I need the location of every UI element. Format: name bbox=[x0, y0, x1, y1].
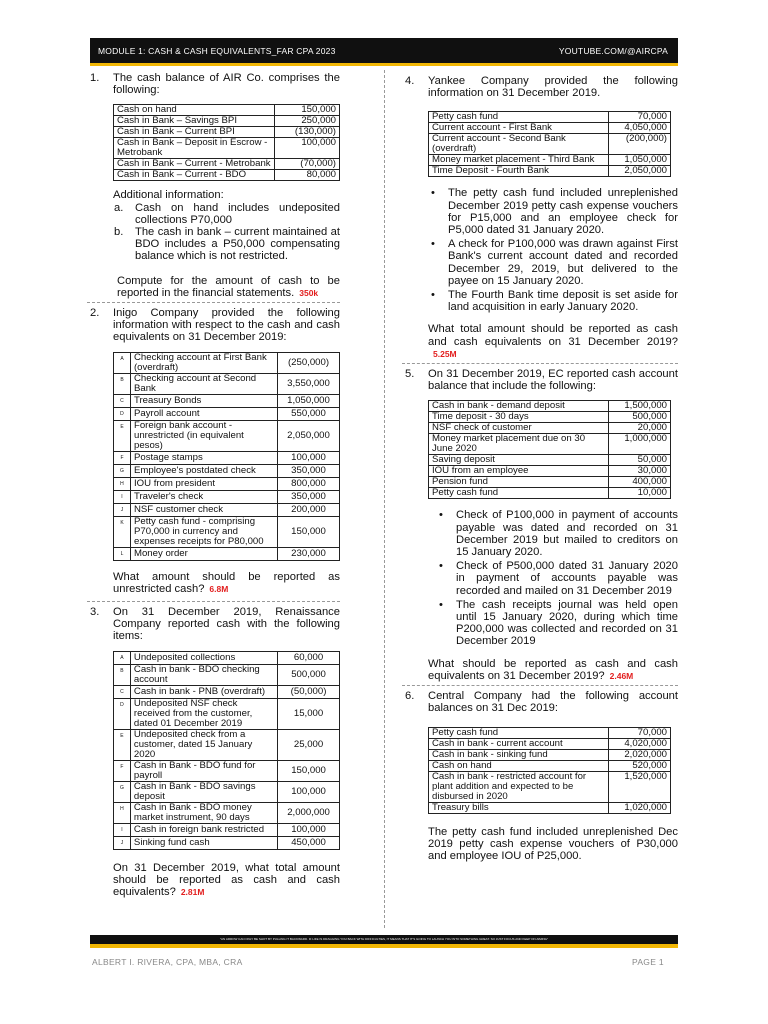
table-row bbox=[429, 155, 671, 166]
row-amount: 2,000,000 bbox=[278, 802, 340, 823]
table-row bbox=[429, 488, 671, 499]
row-letter: B bbox=[114, 664, 131, 685]
question-2 bbox=[90, 307, 340, 595]
prompt-text: What should be reported as cash and cash equivalents on 31 December 2019? bbox=[428, 657, 678, 682]
table-row bbox=[114, 138, 340, 159]
row-amount: 150,000 bbox=[275, 105, 340, 116]
question-number: 3. bbox=[90, 606, 100, 619]
row-label: Cash in bank - sinking fund bbox=[429, 749, 609, 760]
row-label: Petty cash fund bbox=[429, 112, 609, 123]
bullet-list bbox=[428, 509, 678, 647]
table-row bbox=[114, 503, 340, 516]
row-label: Treasury bills bbox=[429, 802, 609, 813]
footer-quote: "AN ARROW CAN ONLY BE SHOT BY PULLING IT BACKWARD. IF LIFE IS DRAGGING YOU BACK WITH DIFFICULTIES, IT MEANS THAT IT'S GOING TO LAUNCH YOU INTO SOMETHING GREAT. SO JUST FOCUS AND KEEP ON AIMING" bbox=[90, 935, 678, 944]
table-row bbox=[429, 112, 671, 123]
table-row bbox=[114, 407, 340, 420]
row-label: Cash in bank - demand deposit bbox=[429, 401, 609, 412]
row-label: Checking account at First Bank (overdraft) bbox=[130, 352, 277, 373]
row-label: Foreign bank account - unrestricted (in equivalent pesos) bbox=[130, 420, 277, 451]
row-amount: 350,000 bbox=[278, 490, 340, 503]
table-row bbox=[429, 412, 671, 423]
row-label: Cash on hand bbox=[429, 760, 609, 771]
row-amount: 450,000 bbox=[278, 836, 340, 849]
row-label: Pension fund bbox=[429, 477, 609, 488]
header-accent-line bbox=[90, 63, 678, 66]
row-letter: G bbox=[114, 464, 131, 477]
table-row bbox=[114, 159, 340, 170]
bullet-list bbox=[428, 187, 678, 313]
table-row bbox=[429, 802, 671, 813]
row-label: Undeposited check from a customer, dated 15 January 2020 bbox=[130, 729, 277, 760]
bullet-icon: • bbox=[431, 289, 435, 302]
question-note: The petty cash fund included unreplenished Dec 2019 petty cash expense vouchers of P30,000 and employee IOU of P25,000. bbox=[428, 825, 678, 862]
left-column bbox=[90, 72, 340, 898]
prompt-text: On 31 December 2019, what total amount should be reported as cash and cash equivalents? bbox=[113, 861, 340, 899]
list-item bbox=[428, 289, 678, 313]
q4-table bbox=[428, 111, 671, 177]
bullet-icon: • bbox=[431, 187, 435, 200]
question-intro: The cash balance of AIR Co. comprises the following: bbox=[113, 72, 340, 97]
question-prompt bbox=[428, 658, 678, 682]
row-amount: 80,000 bbox=[275, 170, 340, 181]
row-amount: (200,000) bbox=[609, 134, 671, 155]
row-label: Saving deposit bbox=[429, 455, 609, 466]
row-label: Money market placement due on 30 June 2020 bbox=[429, 434, 609, 455]
table-row bbox=[429, 166, 671, 177]
table-row bbox=[114, 394, 340, 407]
row-label: IOU from an employee bbox=[429, 466, 609, 477]
row-label: Cash in foreign bank restricted bbox=[130, 823, 277, 836]
row-amount: 70,000 bbox=[609, 727, 671, 738]
list-text: Check of P100,000 in payment of accounts payable was dated and recorded on 31 December 2019 but mailed to creditors on 15 January 2020. bbox=[456, 509, 678, 559]
row-amount: 250,000 bbox=[275, 116, 340, 127]
table-row bbox=[429, 749, 671, 760]
row-label: Cash on hand bbox=[114, 105, 275, 116]
table-row bbox=[114, 464, 340, 477]
table-row bbox=[429, 423, 671, 434]
row-letter: A bbox=[114, 651, 131, 664]
row-label: Cash in Bank - BDO fund for payroll bbox=[130, 760, 277, 781]
row-label: Time deposit - 30 days bbox=[429, 412, 609, 423]
row-label: Cash in bank - restricted account for plant addition and expected to be disbursed in 2020 bbox=[429, 771, 609, 802]
row-amount: 150,000 bbox=[278, 516, 340, 547]
header-bar bbox=[90, 38, 678, 63]
row-letter: E bbox=[114, 420, 131, 451]
table-row bbox=[429, 123, 671, 134]
table-row bbox=[114, 477, 340, 490]
question-intro: On 31 December 2019, EC reported cash account balance that include the following: bbox=[428, 368, 678, 393]
table-row bbox=[114, 802, 340, 823]
list-item bbox=[113, 226, 340, 263]
row-letter: K bbox=[114, 516, 131, 547]
table-row bbox=[114, 420, 340, 451]
list-text: The cash receipts journal was held open until 15 January 2020, during which time P200,000 was collected and recorded on 31 December 2019 bbox=[456, 598, 678, 648]
row-letter: C bbox=[114, 685, 131, 698]
question-prompt bbox=[113, 275, 340, 299]
question-prompt bbox=[428, 323, 678, 360]
list-text: The cash in bank – current maintained at BDO includes a P50,000 compensating balance which is not restricted. bbox=[135, 226, 340, 263]
list-text: Check of P500,000 dated 31 January 2020 in payment of accounts payable was recorded and mailed on 31 December 2019 bbox=[456, 560, 678, 597]
question-intro: On 31 December 2019, Renaissance Company reported cash with the following items: bbox=[113, 606, 340, 643]
row-letter: J bbox=[114, 836, 131, 849]
row-amount: 4,020,000 bbox=[609, 738, 671, 749]
row-label: Cash in bank - PNB (overdraft) bbox=[130, 685, 277, 698]
row-letter: E bbox=[114, 729, 131, 760]
question-number: 4. bbox=[405, 75, 415, 87]
table-row bbox=[114, 352, 340, 373]
row-amount: 500,000 bbox=[278, 664, 340, 685]
table-row bbox=[429, 466, 671, 477]
q1-table bbox=[113, 104, 340, 181]
list-item bbox=[113, 202, 340, 226]
row-label: Payroll account bbox=[130, 407, 277, 420]
list-text: The Fourth Bank time deposit is set aside for land acquisition in early January 2020. bbox=[448, 289, 678, 314]
row-label: Undeposited NSF check received from the customer, dated 01 December 2019 bbox=[130, 698, 277, 729]
channel-link[interactable]: YOUTUBE.COM/@AIRCPA bbox=[558, 45, 668, 56]
table-row bbox=[114, 664, 340, 685]
row-amount: 800,000 bbox=[278, 477, 340, 490]
row-label: Petty cash fund bbox=[429, 488, 609, 499]
table-row bbox=[429, 477, 671, 488]
question-intro: Central Company had the following account balances on 31 Dec 2019: bbox=[428, 690, 678, 715]
row-label: Employee's postdated check bbox=[130, 464, 277, 477]
table-row bbox=[114, 651, 340, 664]
row-label: Current account - Second Bank (overdraft) bbox=[429, 134, 609, 155]
list-item bbox=[428, 187, 678, 236]
row-label: Undeposited collections bbox=[130, 651, 277, 664]
table-row bbox=[429, 760, 671, 771]
row-label: Checking account at Second Bank bbox=[130, 373, 277, 394]
row-amount: 1,020,000 bbox=[609, 802, 671, 813]
answer-label: 5.25M bbox=[433, 348, 457, 359]
row-amount: 2,050,000 bbox=[609, 166, 671, 177]
list-text: Cash on hand includes undeposited collections P70,000 bbox=[135, 201, 340, 226]
row-amount: 1,050,000 bbox=[609, 155, 671, 166]
row-amount: 1,520,000 bbox=[609, 771, 671, 802]
table-row bbox=[429, 455, 671, 466]
table-row bbox=[114, 490, 340, 503]
answer-label: 6.8M bbox=[209, 583, 229, 594]
list-text: The petty cash fund included unreplenished December 2019 petty cash expense vouchers for P15,000 and an employee check for P5,000 dated 31 January 2020. bbox=[448, 187, 678, 237]
row-label: Treasury Bonds bbox=[130, 394, 277, 407]
row-amount: 4,050,000 bbox=[609, 123, 671, 134]
row-amount: (130,000) bbox=[275, 127, 340, 138]
table-row bbox=[114, 685, 340, 698]
question-intro: Inigo Company provided the following information with respect to the cash and cash equivalents on 31 December 2019: bbox=[113, 307, 340, 344]
prompt-text: What amount should be reported as unrestricted cash? bbox=[113, 570, 340, 595]
row-amount: 350,000 bbox=[278, 464, 340, 477]
row-amount: 100,000 bbox=[278, 781, 340, 802]
row-amount: 150,000 bbox=[278, 760, 340, 781]
row-letter: F bbox=[114, 451, 131, 464]
row-label: Cash in Bank – Current - BDO bbox=[114, 170, 275, 181]
section-divider bbox=[87, 302, 340, 303]
question-prompt bbox=[113, 571, 340, 595]
row-letter: B bbox=[114, 373, 131, 394]
row-label: Cash in bank - current account bbox=[429, 738, 609, 749]
row-label: Time Deposit - Fourth Bank bbox=[429, 166, 609, 177]
row-label: Sinking fund cash bbox=[130, 836, 277, 849]
table-row bbox=[114, 547, 340, 560]
row-letter: I bbox=[114, 490, 131, 503]
row-amount: 25,000 bbox=[278, 729, 340, 760]
row-letter: A bbox=[114, 352, 131, 373]
question-number: 6. bbox=[405, 690, 415, 703]
row-letter: H bbox=[114, 477, 131, 490]
list-marker: b. bbox=[114, 226, 124, 239]
question-3 bbox=[90, 606, 340, 898]
row-amount: 1,050,000 bbox=[278, 394, 340, 407]
row-letter: C bbox=[114, 394, 131, 407]
list-item bbox=[436, 509, 678, 558]
question-number: 2. bbox=[90, 307, 100, 320]
row-label: Traveler's check bbox=[130, 490, 277, 503]
row-label: Petty cash fund bbox=[429, 727, 609, 738]
section-divider bbox=[402, 363, 678, 364]
table-row bbox=[114, 781, 340, 802]
table-row bbox=[114, 836, 340, 849]
table-row bbox=[114, 116, 340, 127]
question-intro: Yankee Company provided the following information on 31 December 2019. bbox=[428, 75, 678, 100]
table-row bbox=[429, 434, 671, 455]
table-row bbox=[429, 738, 671, 749]
table-row bbox=[114, 373, 340, 394]
row-amount: 60,000 bbox=[278, 651, 340, 664]
row-letter: G bbox=[114, 781, 131, 802]
section-divider bbox=[402, 685, 678, 686]
row-letter: F bbox=[114, 760, 131, 781]
answer-label: 2.46M bbox=[609, 670, 634, 681]
row-letter: D bbox=[114, 698, 131, 729]
footer-accent-line bbox=[90, 944, 678, 948]
prompt-text: Compute for the amount of cash to be reported in the financial statements. bbox=[117, 274, 340, 299]
question-5 bbox=[405, 368, 678, 682]
row-amount: 50,000 bbox=[609, 455, 671, 466]
question-prompt bbox=[113, 862, 340, 899]
section-divider bbox=[87, 601, 340, 602]
row-letter: J bbox=[114, 503, 131, 516]
answer-label: 2.81M bbox=[180, 887, 205, 898]
row-label: Cash in Bank – Deposit in Escrow - Metrobank bbox=[114, 138, 275, 159]
table-row bbox=[114, 698, 340, 729]
table-row bbox=[114, 170, 340, 181]
question-number: 5. bbox=[405, 368, 415, 381]
table-row bbox=[429, 727, 671, 738]
row-label: Cash in Bank – Savings BPI bbox=[114, 116, 275, 127]
row-amount: 100,000 bbox=[278, 823, 340, 836]
row-label: Petty cash fund - comprising P70,000 in currency and expenses receipts for P80,000 bbox=[130, 516, 277, 547]
question-number: 1. bbox=[90, 72, 100, 84]
table-row bbox=[429, 134, 671, 155]
row-amount: 70,000 bbox=[609, 112, 671, 123]
row-letter: L bbox=[114, 547, 131, 560]
row-amount: 500,000 bbox=[609, 412, 671, 423]
row-amount: 20,000 bbox=[609, 423, 671, 434]
row-amount: 2,020,000 bbox=[609, 749, 671, 760]
author-name: ALBERT I. RIVERA, CPA, MBA, CRA bbox=[92, 957, 243, 967]
row-amount: (50,000) bbox=[278, 685, 340, 698]
row-label: Current account - First Bank bbox=[429, 123, 609, 134]
list-item bbox=[436, 599, 678, 648]
row-label: Money market placement - Third Bank bbox=[429, 155, 609, 166]
row-amount: 400,000 bbox=[609, 477, 671, 488]
q5-table bbox=[428, 400, 671, 499]
row-amount: 1,000,000 bbox=[609, 434, 671, 455]
table-row bbox=[114, 729, 340, 760]
row-amount: 230,000 bbox=[278, 547, 340, 560]
row-label: Cash in bank - BDO checking account bbox=[130, 664, 277, 685]
list-item bbox=[428, 238, 678, 287]
row-amount: 2,050,000 bbox=[278, 420, 340, 451]
row-amount: 100,000 bbox=[278, 451, 340, 464]
table-row bbox=[429, 401, 671, 412]
right-column bbox=[405, 75, 678, 862]
q6-table bbox=[428, 727, 671, 814]
row-label: IOU from president bbox=[130, 477, 277, 490]
row-label: Cash in Bank - BDO savings deposit bbox=[130, 781, 277, 802]
row-label: Cash in Bank – Current - Metrobank bbox=[114, 159, 275, 170]
row-amount: 550,000 bbox=[278, 407, 340, 420]
row-amount: (70,000) bbox=[275, 159, 340, 170]
list-marker: a. bbox=[114, 201, 124, 214]
row-letter: D bbox=[114, 407, 131, 420]
row-amount: 520,000 bbox=[609, 760, 671, 771]
q2-table bbox=[113, 352, 340, 561]
row-letter: I bbox=[114, 823, 131, 836]
table-row bbox=[114, 127, 340, 138]
table-row bbox=[429, 771, 671, 802]
row-amount: (250,000) bbox=[278, 352, 340, 373]
row-label: Postage stamps bbox=[130, 451, 277, 464]
row-label: NSF check of customer bbox=[429, 423, 609, 434]
column-divider bbox=[384, 70, 385, 928]
module-title: MODULE 1: CASH & CASH EQUIVALENTS_FAR CPA 2023 bbox=[98, 45, 336, 56]
bullet-icon: • bbox=[439, 509, 443, 522]
page-number: PAGE 1 bbox=[632, 957, 664, 967]
table-row bbox=[114, 823, 340, 836]
additional-info-title: Additional information: bbox=[113, 189, 224, 202]
row-amount: 200,000 bbox=[278, 503, 340, 516]
row-amount: 30,000 bbox=[609, 466, 671, 477]
table-row bbox=[114, 760, 340, 781]
prompt-text: What total amount should be reported as cash and cash equivalents on 31 December 2019? bbox=[428, 323, 678, 348]
question-6 bbox=[405, 690, 678, 862]
table-row bbox=[114, 516, 340, 547]
list-item bbox=[436, 560, 678, 597]
row-amount: 100,000 bbox=[275, 138, 340, 159]
list-text: A check for P100,000 was drawn against First Bank's current account dated and recorded December 29, 2019, but delivered to the payee on 15 January 2020. bbox=[448, 238, 678, 287]
row-amount: 1,500,000 bbox=[609, 401, 671, 412]
row-label: Cash in Bank – Current BPI bbox=[114, 127, 275, 138]
row-amount: 3,550,000 bbox=[278, 373, 340, 394]
row-amount: 10,000 bbox=[609, 488, 671, 499]
row-label: Money order bbox=[130, 547, 277, 560]
table-row bbox=[114, 451, 340, 464]
bullet-icon: • bbox=[439, 560, 443, 573]
question-1 bbox=[90, 72, 340, 299]
bullet-icon: • bbox=[439, 598, 443, 611]
q3-table bbox=[113, 651, 340, 850]
answer-label: 350k bbox=[299, 287, 319, 298]
row-label: NSF customer check bbox=[130, 503, 277, 516]
row-letter: H bbox=[114, 802, 131, 823]
question-4 bbox=[405, 75, 678, 360]
bullet-icon: • bbox=[431, 238, 435, 251]
row-label: Cash in Bank - BDO money market instrument, 90 days bbox=[130, 802, 277, 823]
row-amount: 15,000 bbox=[278, 698, 340, 729]
table-row bbox=[114, 105, 340, 116]
